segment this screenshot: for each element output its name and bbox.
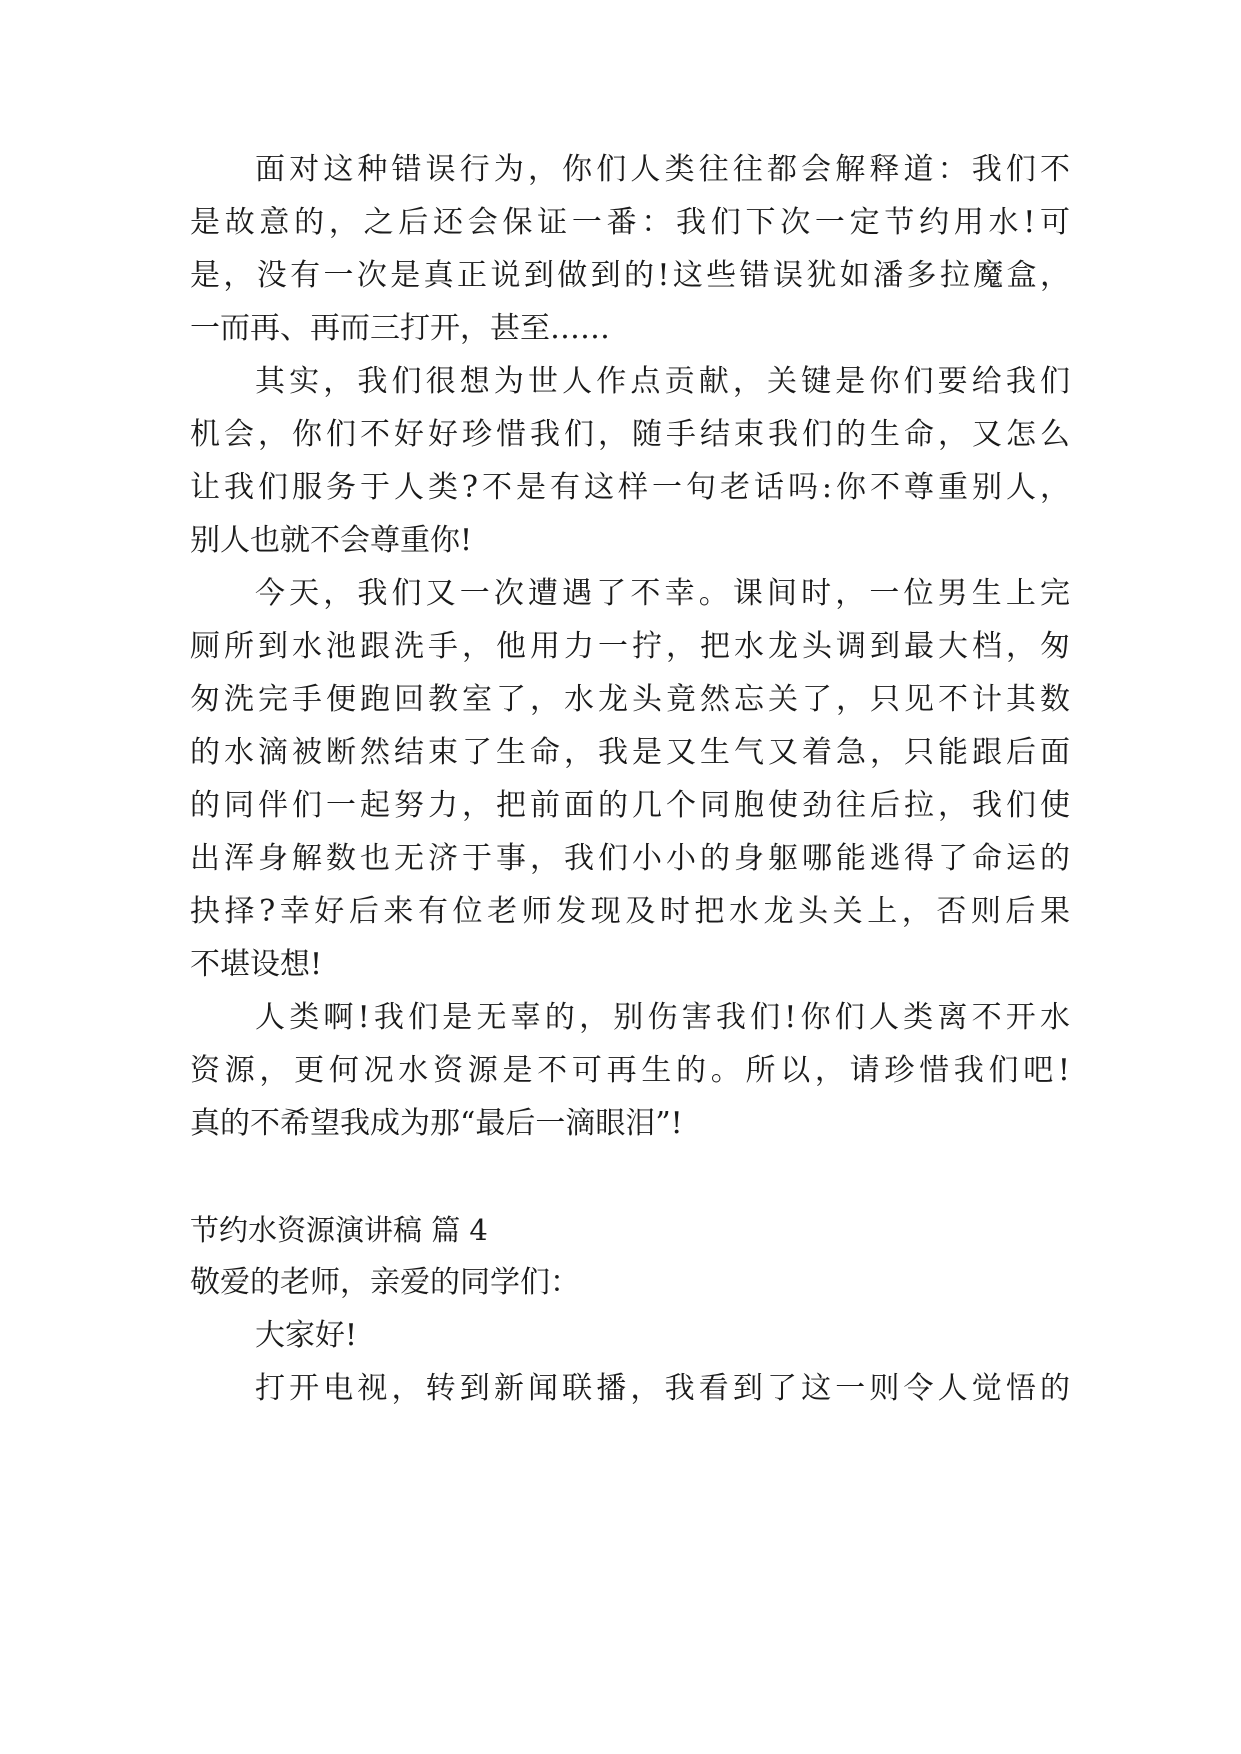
salutation: 敬爱的老师，亲爱的同学们： [190, 1265, 580, 1300]
paragraph-1-line-2: 是故意的，之后还会保证一番：我们下次一定节约用水!可 [190, 205, 1070, 240]
paragraph-3-line-8: 不堪设想! [190, 947, 323, 982]
paragraph-3-line-4: 的水滴被断然结束了生命，我是又生气又着急，只能跟后面 [190, 735, 1070, 770]
paragraph-2-line-1: 其实，我们很想为世人作点贡献，关键是你们要给我们 [255, 364, 1070, 399]
section-title: 节约水资源演讲稿 篇 4 [190, 1213, 488, 1247]
paragraph-5-line-1: 打开电视，转到新闻联播，我看到了这一则令人觉悟的 [255, 1371, 1070, 1406]
paragraph-1-line-4: 一而再、再而三打开，甚至…… [190, 311, 610, 346]
paragraph-4-line-1: 人类啊!我们是无辜的，别伤害我们!你们人类离不开水 [255, 1000, 1070, 1035]
paragraph-3-line-2: 厕所到水池跟洗手，他用力一拧，把水龙头调到最大档，匆 [190, 629, 1070, 664]
paragraph-2-line-4: 别人也就不会尊重你! [190, 523, 473, 558]
paragraph-4-line-3: 真的不希望我成为那“最后一滴眼泪”! [190, 1106, 683, 1141]
greeting: 大家好! [255, 1318, 358, 1353]
paragraph-3-line-6: 出浑身解数也无济于事，我们小小的身躯哪能逃得了命运的 [190, 841, 1070, 876]
paragraph-2-line-3: 让我们服务于人类?不是有这样一句老话吗:你不尊重别人， [190, 470, 1070, 505]
paragraph-3-line-3: 匆洗完手便跑回教室了，水龙头竟然忘关了，只见不计其数 [190, 682, 1070, 717]
paragraph-2-line-2: 机会，你们不好好珍惜我们，随手结束我们的生命，又怎么 [190, 417, 1070, 452]
paragraph-1-line-1: 面对这种错误行为，你们人类往往都会解释道：我们不 [255, 152, 1070, 187]
paragraph-3-line-1: 今天，我们又一次遭遇了不幸。课间时，一位男生上完 [255, 576, 1070, 611]
paragraph-3-line-5: 的同伴们一起努力，把前面的几个同胞使劲往后拉，我们使 [190, 788, 1070, 823]
paragraph-4-line-2: 资源，更何况水资源是不可再生的。所以，请珍惜我们吧! [190, 1053, 1070, 1088]
paragraph-3-line-7: 抉择?幸好后来有位老师发现及时把水龙头关上，否则后果 [190, 894, 1070, 929]
paragraph-1-line-3: 是，没有一次是真正说到做到的!这些错误犹如潘多拉魔盒， [190, 258, 1070, 293]
